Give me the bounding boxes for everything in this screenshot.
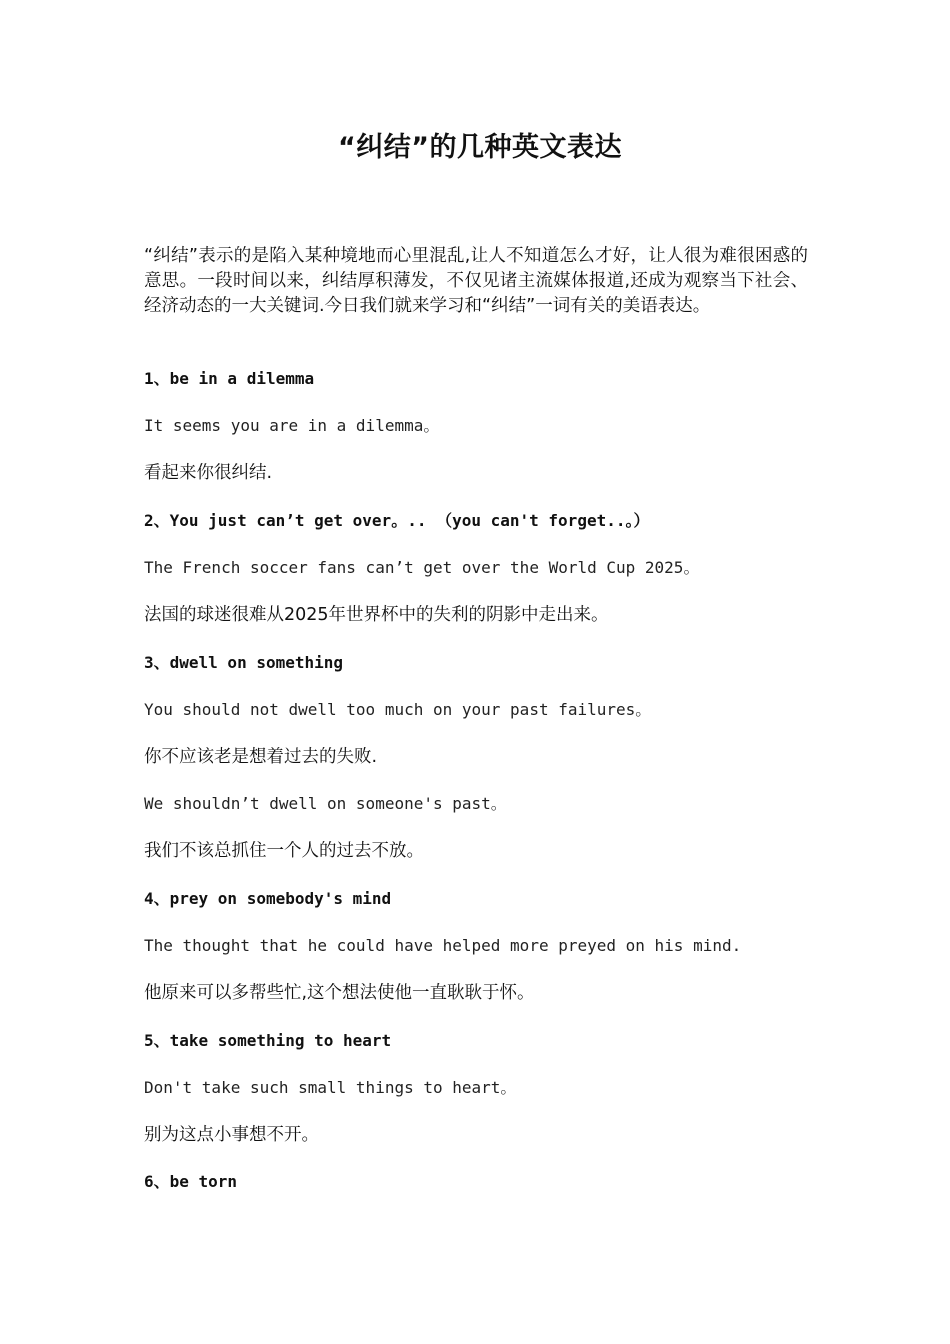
intro-paragraph: “纠结”表示的是陷入某种境地而心里混乱,让人不知道怎么才好，让人很为难很困惑的意思。一段时间以来，纠结厚积薄发，不仅见诸主流媒体报道,还成为观察当下社会、经济动态的一大关键词.今日我们就来学习和“纠结”一词有关的美语表达。 xyxy=(144,246,808,316)
example-english: The thought that he could have helped more preyed on his mind. xyxy=(144,936,742,955)
item-heading-2: 2、You just can’t get over。.. （you can't forget..。） xyxy=(144,511,650,530)
example-chinese: 看起来你很纠结. xyxy=(144,463,273,483)
item-heading-3: 3、dwell on something xyxy=(144,653,344,672)
example-english: Don't take such small things to heart。 xyxy=(144,1078,517,1097)
example-english: The French soccer fans can’t get over the World Cup 2025。 xyxy=(144,558,700,577)
example-english: It seems you are in a dilemma。 xyxy=(144,416,440,435)
example-english: You should not dwell too much on your past failures。 xyxy=(144,700,652,719)
document-title: “纠结”的几种英文表达 xyxy=(338,132,622,163)
example-chinese: 我们不该总抓住一个人的过去不放。 xyxy=(144,841,424,861)
example-chinese: 法国的球迷很难从2025年世界杯中的失利的阴影中走出来。 xyxy=(144,605,609,625)
example-chinese: 你不应该老是想着过去的失败. xyxy=(144,747,378,767)
example-chinese: 他原来可以多帮些忙,这个想法使他一直耿耿于怀。 xyxy=(144,983,535,1003)
example-english: We shouldn’t dwell on someone's past。 xyxy=(144,794,507,813)
item-heading-4: 4、prey on somebody's mind xyxy=(144,889,392,908)
item-heading-6: 6、be torn xyxy=(144,1172,238,1191)
item-heading-5: 5、take something to heart xyxy=(144,1031,392,1050)
example-chinese: 别为这点小事想不开。 xyxy=(144,1125,319,1145)
item-heading-1: 1、be in a dilemma xyxy=(144,369,315,388)
